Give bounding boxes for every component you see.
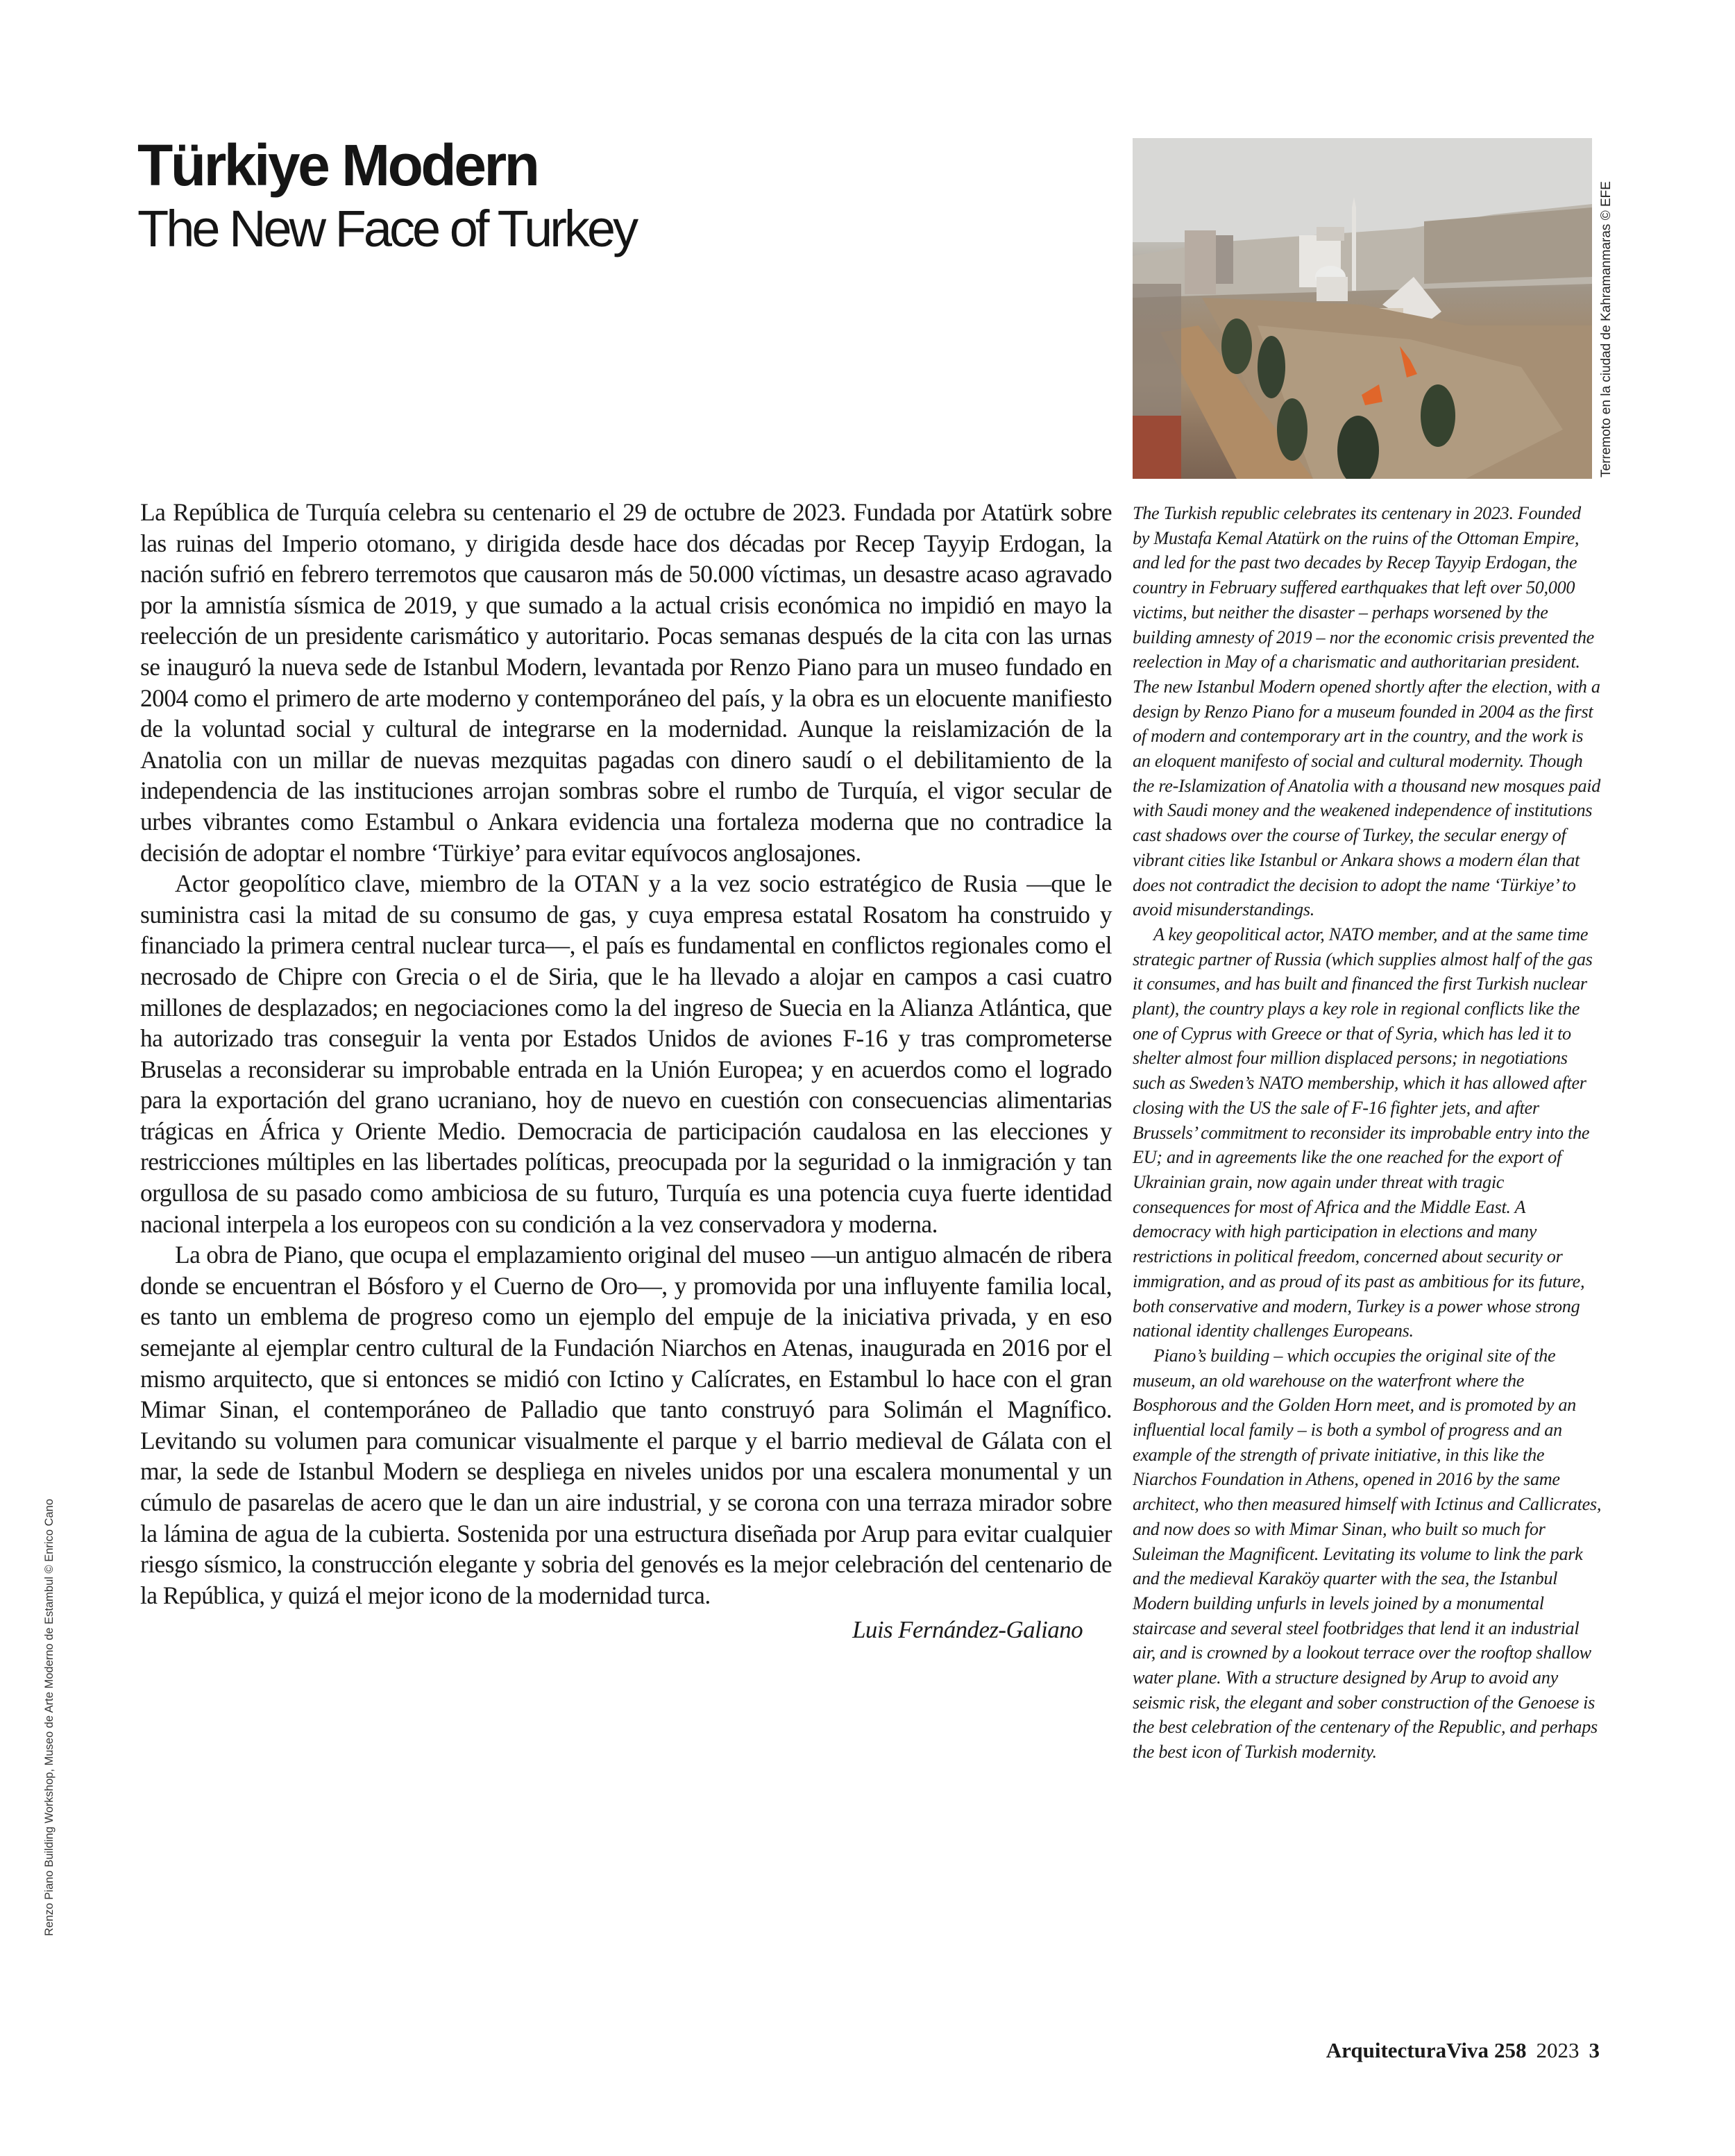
english-paragraph: A key geopolitical actor, NATO member, and at the same time strategic partner of Russia (which supplies almost half of the gas it consumes, and has built and financed the first Turkish nuclear plant), the country plays a key role in regional conflicts like the one of Cyprus with Greece or that of Syria, which has led it to shelter almost four million displaced persons; in negotiations such as Sweden’s NATO membership, which it has allowed after closing with the US the sale of F-16 fighter jets, and after Brussels’ commitment to reconsider its improbable entry into the EU; and in agreements like the one reached for the export of Ukrainian grain, now again under threat with tragic consequences for most of Africa and the Middle East. A democracy with high participation in elections and many restrictions in political freedom, concerned about security or immigration, and as proud of its past as ambitious for its future, both conservative and modern, Turkey is a power whose strong national identity challenges Europeans. bbox=[1133, 924, 1593, 1341]
page-number: 3 bbox=[1589, 2038, 1600, 2062]
photo-credit-vertical: Renzo Piano Building Workshop, Museo de Arte Moderno de Estambul © Enrico Cano bbox=[43, 1498, 56, 1936]
spanish-paragraph: Actor geopolítico clave, miembro de la OTAN y a la vez socio estratégico de Rusia —que le suministra casi la mitad de su consumo de gas, y cuya empresa estatal Rosatom ha construido y financiado la primera central nuclear turca—, el país es fundamental en conflictos regionales como el necrosado de Chipre con Grecia o el de Siria, que le ha llevado a alojar en campos a casi cuatro millones de desplazados; en negociaciones como la del ingreso de Suecia en la Alianza Atlántica, que ha autorizado tras conseguir la venta por Estados Unidos de aviones F-16 y tras comprometerse Bruselas a reconsiderar su improbable entrada en la Unión Europea; y en acuerdos como el logrado para la exportación del grano ucraniano, hoy de nuevo en cuestión con consecuencias alimentarias trágicas en África y Oriente Medio. Democracia de participación caudalosa en las elecciones y restricciones múltiples en las libertades políticas, preocupada por la seguridad o la inmigración y tan orgullosa de su pasado como ambiciosa de su futuro, Turquía es una potencia cuya fuerte identidad nacional interpela a los europeos con su condición a la vez conservadora y moderna. bbox=[140, 869, 1112, 1238]
issue-number: 258 bbox=[1494, 2038, 1527, 2062]
spanish-paragraph: La República de Turquía celebra su centenario el 29 de octubre de 2023. Fundada por Atatürk sobre las ruinas del Imperio otomano, y dirigida desde hace dos décadas por Recep Tayyip Erdogan, la nación sufrió en febrero terremotos que causaron más de 50.000 víctimas, un desastre acaso agravado por la amnistía sísmica de 2019, y que sumado a la actual crisis económica no impidió en mayo la reelección de un presidente carismático y autoritario. Pocas semanas después de la cita con las urnas se inauguró la nueva sede de Istanbul Modern, levantada por Renzo Piano para un museo fundado en 2004 como el primero de arte moderno y contemporáneo del país, y la obra es un elocuente manifiesto de la voluntad social y cultural de integrarse en la modernidad. Aunque la reislamización de la Anatolia con un millar de nuevas mezquitas pagadas con dinero saudí o el debilitamiento de la independencia de las instituciones arrojan sombras sobre el rumbo de Turquía, el vigor secular de urbes vibrantes como Estambul o Ankara evidencia una fortaleza moderna que no contradice la decisión de adoptar el nombre ‘Türkiye’ para evitar equívocos anglosajones. bbox=[140, 498, 1112, 867]
english-paragraph: Piano’s building – which occupies the original site of the museum, an old warehouse on the waterfront where the Bosphorous and the Golden Horn meet, and is promoted by an influential local family – is both a symbol of progress and an example of the strength of private initiative, in this like the Niarchos Foundation in Athens, opened in 2016 by the same architect, who then measured himself with Ictinus and Callicrates, and now does so with Mimar Sinan, who built so much for Suleiman the Magnificent. Levitating its volume to link the park and the medieval Karaköy quarter with the sea, the Istanbul Modern building unfurls in levels joined by a monumental staircase and several steel footbridges that lend it an industrial air, and is crowned by a lookout terrace over the rooftop shallow water plane. With a structure designed by Arup to avoid any seismic risk, the elegant and sober construction of the Genoese is the best celebration of the centenary of the Republic, and perhaps the best icon of Turkish modernity. bbox=[1133, 1345, 1602, 1763]
photo-caption: Terremoto en la ciudad de Kahramanmaras © EFE bbox=[1599, 181, 1614, 477]
english-paragraph: The Turkish republic celebrates its centenary in 2023. Founded by Mustafa Kemal Atatürk on the ruins of the Ottoman Empire, and led for the past two decades by Recep Tayyip Erdogan, the country in February suffered earthquakes that left over 50,000 victims, but neither the disaster – perhaps worsened by the building amnesty of 2019 – nor the economic crisis prevented the reelection in May of a charismatic and authoritarian president. The new Istanbul Modern opened shortly after the election, with a design by Renzo Piano for a museum founded in 2004 as the first of modern and contemporary art in the country, and the work is an eloquent manifesto of social and cultural modernity. Though the re-Islamization of Anatolia with a thousand new mosques paid with Saudi money and the weakened independence of institutions cast shadows over the course of Turkey, the secular energy of vibrant cities like Istanbul or Ankara shows a modern élan that does not contradict the decision to adopt the name ‘Türkiye’ to avoid misunderstandings. bbox=[1133, 503, 1601, 920]
photo-illustration bbox=[1133, 138, 1592, 479]
spanish-paragraph: La obra de Piano, que ocupa el emplazamiento original del museo —un antiguo almacén de ribera donde se encuentran el Bósforo y el Cuerno de Oro—, y promovida por una influyente familia local, es tanto un emblema de progreso como un ejemplo del empuje de la iniciativa privada, y en eso semejante al ejemplar centro cultural de la Fundación Niarchos en Atenas, inaugurada en 2016 por el mismo arquitecto, que si entonces se midió con Ictino y Calícrates, en Estambul lo hace con el gran Mimar Sinan, el contemporáneo de Palladio que tanto construyó para Solimán el Magnífico. Levitando su volumen para comunicar visualmente el parque y el barrio medieval de Gálata con el mar, la sede de Istanbul Modern se despliega en niveles unidos por una escalera monumental y un cúmulo de pasarelas de acero que le dan un aire industrial, y se corona con una terraza mirador sobre la lámina de agua de la cubierta. Sostenida por una estructura diseñada por Arup para evitar cualquier riesgo sísmico, la construcción elegante y sobria del genovés es la mejor celebración del centenario de la República, y quizá el mejor icono de la modernidad turca. bbox=[140, 1241, 1112, 1609]
earthquake-photo bbox=[1133, 138, 1592, 479]
article-title: Türkiye Modern bbox=[137, 133, 538, 198]
page-footer bbox=[1326, 2038, 1600, 2063]
english-column bbox=[1133, 501, 1602, 1765]
issue-year: 2023 bbox=[1536, 2038, 1580, 2062]
magazine-name: ArquitecturaViva bbox=[1326, 2038, 1489, 2062]
spanish-column bbox=[140, 497, 1112, 1646]
article-subtitle: The New Face of Turkey bbox=[137, 200, 636, 257]
article-header bbox=[137, 132, 636, 260]
author-signature: Luis Fernández-Galiano bbox=[852, 1616, 1083, 1644]
